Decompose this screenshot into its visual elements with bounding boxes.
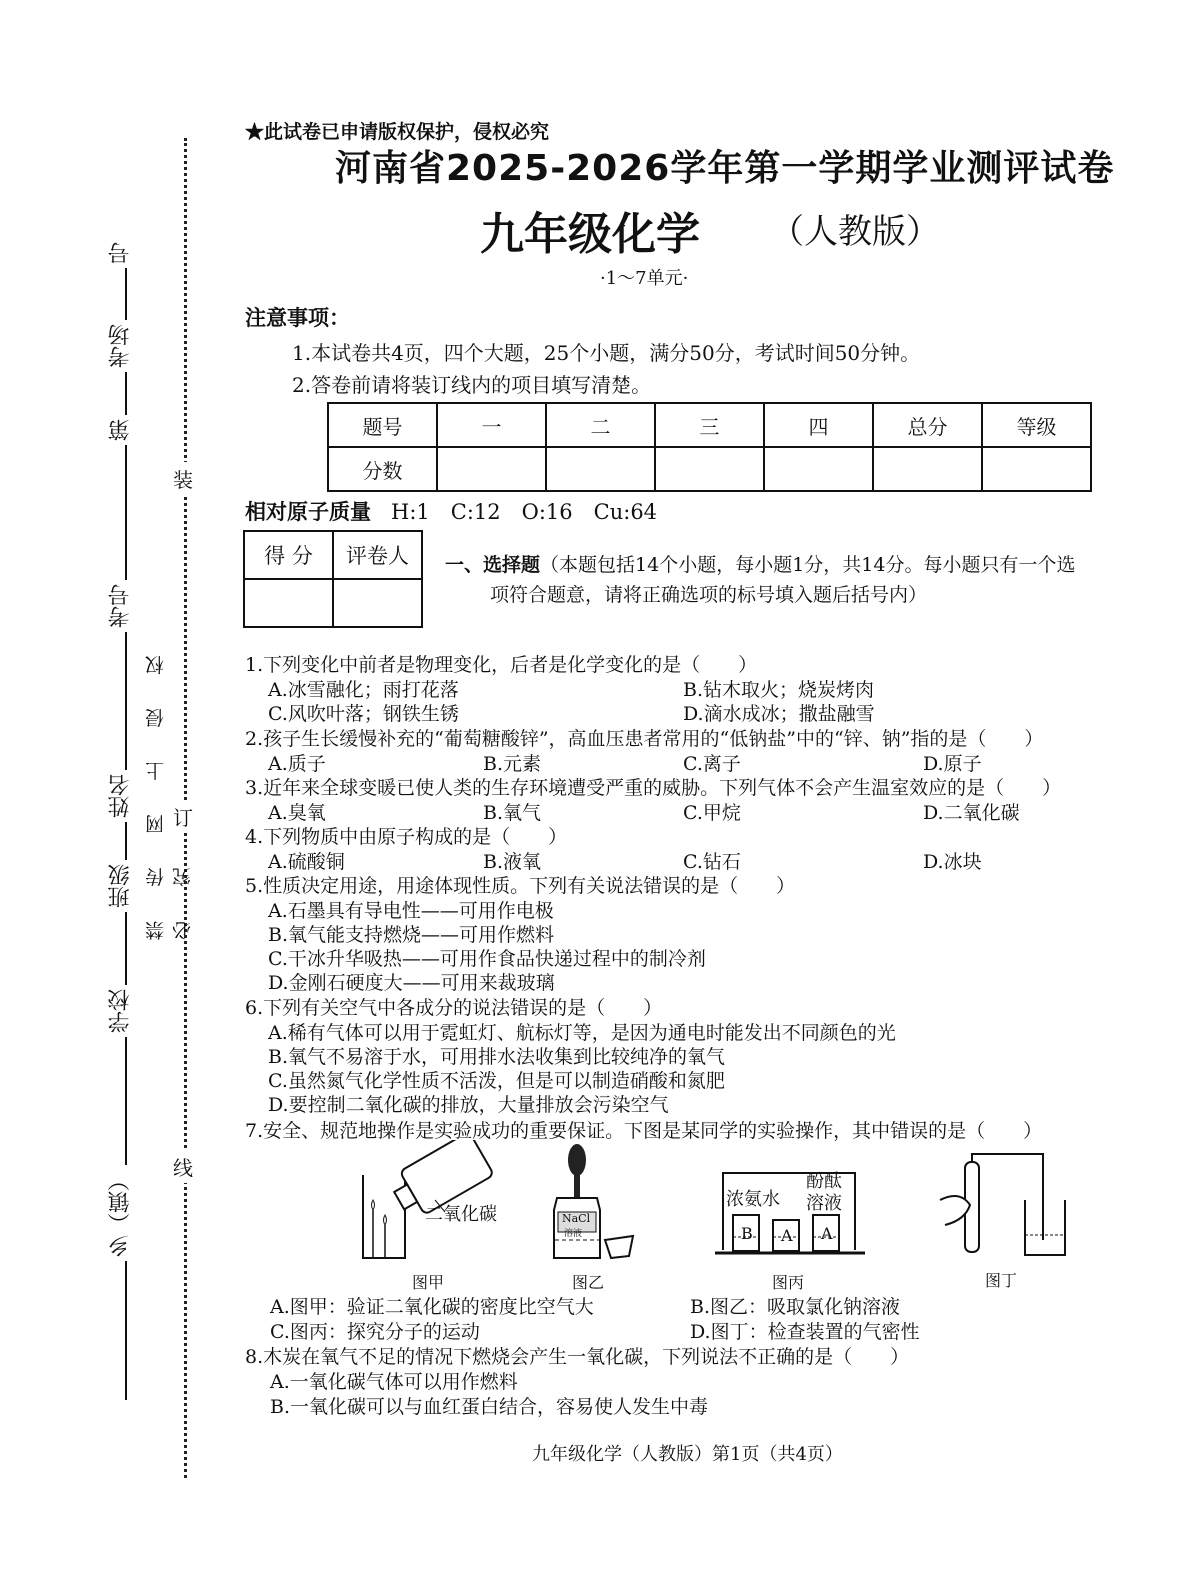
figure-jia-label: 二氧化碳 xyxy=(425,1204,497,1225)
q8-option-b: B.一氧化碳可以与血红蛋白结合，容易使人发生中毒 xyxy=(270,1396,709,1418)
figure-ding xyxy=(935,1150,1075,1260)
figure-bing-beaker-b: B xyxy=(741,1224,753,1243)
figure-bing-caption: 图丙 xyxy=(772,1273,805,1292)
q3-option-c: C.甲烷 xyxy=(683,802,741,824)
q4-option-a: A.硫酸铜 xyxy=(268,851,345,873)
score-table-header xyxy=(328,403,1091,447)
side-label-hao: 号 xyxy=(105,238,136,268)
score-cell[interactable] xyxy=(764,447,873,491)
side-label-di: 第 xyxy=(105,415,136,445)
side-label-xingming: 姓名 xyxy=(105,770,136,822)
page-footer: 九年级化学（人教版）第1页（共4页） xyxy=(532,1444,843,1465)
figure-yi-bottle-label: NaCl xyxy=(562,1212,591,1225)
q6-option-d: D.要控制二氧化碳的排放，大量排放会污染空气 xyxy=(268,1094,669,1116)
binding-mark-zhuang: 装 xyxy=(173,462,193,495)
atomic-mass-values: H:1 C:12 O:16 Cu:64 xyxy=(391,500,658,524)
side-label-kaochang: 考场 xyxy=(105,320,136,372)
question-1: 1.下列变化中前者是物理变化，后者是化学变化的是（ ） xyxy=(245,654,758,676)
figure-yi-caption: 图乙 xyxy=(572,1273,605,1292)
q8-option-a: A.一氧化碳气体可以用作燃料 xyxy=(270,1371,518,1393)
binding-mark-xian: 线 xyxy=(173,1150,193,1183)
grader-name-cell[interactable] xyxy=(333,579,422,627)
figure-bing xyxy=(715,1165,865,1265)
note-1: 1.本试卷共4页，四个大题，25个小题，满分50分，考试时间50分钟。 xyxy=(292,341,921,365)
score-cell[interactable] xyxy=(655,447,764,491)
score-header-cell: 二 xyxy=(546,403,655,447)
score-header-cell: 题号 xyxy=(328,403,437,447)
score-cell[interactable] xyxy=(873,447,982,491)
notes-heading: 注意事项： xyxy=(245,305,350,330)
question-8: 8.木炭在氧气不足的情况下燃烧会产生一氧化碳，下列说法不正确的是（ ） xyxy=(245,1346,910,1368)
question-2: 2.孩子生长缓慢补充的“葡萄糖酸锌”，高血压患者常用的“低钠盐”中的“锌、钠”指的是（ ） xyxy=(245,728,1044,750)
score-header-cell: 总分 xyxy=(873,403,982,447)
q2-option-a: A.质子 xyxy=(268,753,326,775)
figure-yi-bottle-sub: 溶液 xyxy=(564,1229,583,1239)
q4-option-c: C.钻石 xyxy=(683,851,741,873)
score-header-cell: 三 xyxy=(655,403,764,447)
side-label-xiangzhen: 乡（镇） xyxy=(105,1165,136,1261)
score-header-cell: 四 xyxy=(764,403,873,447)
score-table xyxy=(327,402,1092,492)
note-2: 2.答卷前请将装订线内的项目填写清楚。 xyxy=(292,373,652,397)
figure-bing-label-2: 酚酞 xyxy=(806,1171,842,1192)
score-table-row xyxy=(328,447,1091,491)
q4-option-d: D.冰块 xyxy=(923,851,982,873)
section-1-title: 一、选择题 xyxy=(445,554,541,576)
score-header-cell: 一 xyxy=(437,403,546,447)
section-1-header xyxy=(445,550,1175,610)
q6-option-b: B.氧气不易溶于水，可用排水法收集到比较纯净的氧气 xyxy=(268,1046,726,1068)
q2-option-d: D.原子 xyxy=(923,753,982,775)
atomic-mass xyxy=(245,496,657,526)
section-1-desc-1: （本题包括14个小题，每小题1分，共14分。每小题只有一个选 xyxy=(540,554,1076,576)
q5-option-d: D.金刚石硬度大——可用来裁玻璃 xyxy=(268,972,555,994)
binding-mark-ding: 订 xyxy=(173,800,193,833)
q7-option-d: D.图丁：检查装置的气密性 xyxy=(690,1321,920,1343)
grader-table xyxy=(243,530,423,628)
score-row-label: 分数 xyxy=(328,447,437,491)
score-cell[interactable] xyxy=(546,447,655,491)
grader-score-label: 得 分 xyxy=(244,531,333,579)
q2-option-b: B.元素 xyxy=(483,753,542,775)
q6-option-a: A.稀有气体可以用于霓虹灯、航标灯等，是因为通电时能发出不同颜色的光 xyxy=(268,1022,896,1044)
q3-option-d: D.二氧化碳 xyxy=(923,802,1020,824)
question-5: 5.性质决定用途，用途体现性质。下列有关说法错误的是（ ） xyxy=(245,875,796,897)
question-4: 4.下列物质中由原子构成的是（ ） xyxy=(245,826,568,848)
figure-bing-beaker-a1: A xyxy=(781,1226,793,1245)
q5-option-a: A.石墨具有导电性——可用作电极 xyxy=(268,900,554,922)
q5-option-b: B.氧气能支持燃烧——可用作燃料 xyxy=(268,924,555,946)
q7-option-c: C.图丙：探究分子的运动 xyxy=(270,1321,480,1343)
figure-bing-label-3: 溶液 xyxy=(806,1193,842,1214)
q5-option-c: C.干冰升华吸热——可用作食品快递过程中的制冷剂 xyxy=(268,948,706,970)
q4-option-b: B.液氧 xyxy=(483,851,542,873)
q7-option-a: A.图甲：验证二氧化碳的密度比空气大 xyxy=(270,1296,594,1318)
question-7: 7.安全、规范地操作是实验成功的重要保证。下图是某同学的实验操作，其中错误的是（ ） xyxy=(245,1120,1043,1142)
q2-option-c: C.离子 xyxy=(683,753,741,775)
side-label-banji: 班级 xyxy=(105,860,136,912)
q1-option-d: D.滴水成冰；撒盐融雪 xyxy=(683,703,875,725)
grader-score-cell[interactable] xyxy=(244,579,333,627)
q6-option-c: C.虽然氮气化学性质不活泼，但是可以制造硝酸和氮肥 xyxy=(268,1070,725,1092)
figure-yi xyxy=(545,1140,645,1265)
edition-title: （人教版） xyxy=(770,212,940,252)
figure-ding-caption: 图丁 xyxy=(985,1271,1018,1290)
score-header-cell: 等级 xyxy=(982,403,1091,447)
q3-option-b: B.氧气 xyxy=(483,802,542,824)
figure-jia-caption: 图甲 xyxy=(412,1273,445,1292)
figure-bing-beaker-a2: A xyxy=(821,1224,833,1243)
question-3: 3.近年来全球变暖已使人类的生存环境遭受严重的威胁。下列气体不会产生温室效应的是（ ） xyxy=(245,777,1062,799)
grader-name-label: 评卷人 xyxy=(333,531,422,579)
q7-option-b: B.图乙：吸取氯化钠溶液 xyxy=(690,1296,901,1318)
score-cell[interactable] xyxy=(437,447,546,491)
q1-option-a: A.冰雪融化；雨打花落 xyxy=(268,679,459,701)
unit-range: ·1～7单元· xyxy=(600,268,689,289)
q1-option-c: C.风吹叶落；钢铁生锈 xyxy=(268,703,459,725)
q1-option-b: B.钻木取火；烧炭烤肉 xyxy=(683,679,875,701)
copyright-notice: ★此试卷已申请版权保护，侵权必究 xyxy=(245,121,550,143)
q3-option-a: A.臭氧 xyxy=(268,802,326,824)
page-title: 河南省2025-2026学年第一学期学业测评试卷 xyxy=(335,148,1115,189)
score-cell[interactable] xyxy=(982,447,1091,491)
side-warning: 禁 传 网 上 侵 权 必 究 xyxy=(145,641,194,940)
subject-title: 九年级化学 xyxy=(480,209,700,260)
atomic-mass-label: 相对原子质量 xyxy=(245,499,371,524)
side-label-xuexiao: 学校 xyxy=(105,985,136,1037)
section-1-desc-2: 项符合题意，请将正确选项的标号填入题后括号内） xyxy=(490,584,928,606)
question-6: 6.下列有关空气中各成分的说法错误的是（ ） xyxy=(245,997,663,1019)
side-label-kaohao: 考号 xyxy=(105,580,136,632)
figure-bing-label-1: 浓氨水 xyxy=(726,1189,780,1210)
